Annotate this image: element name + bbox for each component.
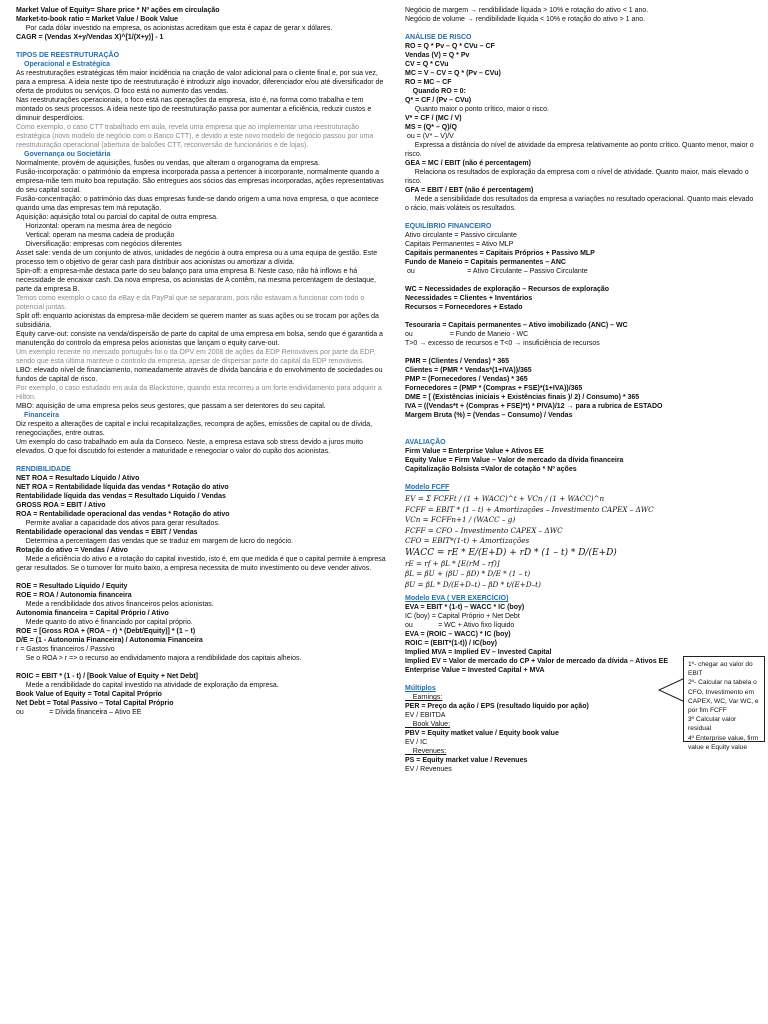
text-line: T>0 → excesso de recursos e T<0 → insuficiência de recursos	[405, 340, 600, 347]
text-line: Negócio de margem → rendibilidade líquida > 10% e rotação do ativo < 1 ano.	[405, 7, 649, 14]
section-heading: Múltiplos	[405, 685, 436, 692]
text-line: NET ROA = Resultado Líquido / Ativo	[16, 475, 140, 482]
spacer	[405, 429, 757, 438]
text-line: MS = (Q* – Q)/Q	[405, 124, 457, 131]
text-line: D/E = (1 - Autonomia Financeira) / Autonomia Financeira	[16, 637, 203, 644]
text-line: Firm Value = Enterprise Value + Ativos EE	[405, 448, 544, 455]
spacer	[405, 312, 757, 321]
section-heading: Modelo EVA ( VER EXERCÍCIO)	[405, 595, 509, 602]
text-line: Equity carve-out: consiste na venda/dispersão de parte do capital de uma empresa em bolsa, sendo que é garantida a manutenção do controlo da empresa pelos acionistas que lançam o equity carve-out.	[16, 331, 385, 347]
section-heading: EQUILÍBRIO FINANCEIRO	[405, 223, 492, 230]
text-line: ou = WC + Ativo fixo líquido	[405, 622, 515, 629]
text-line: MBO: aquisição de uma empresa pelos seus gestores, que passam a ser detentores do seu capital.	[16, 403, 326, 410]
subsection-heading: Financeira	[24, 412, 60, 419]
text-line: Por cada dólar investido na empresa, os acionistas acreditam que esta é capaz de gerar x dólares.	[16, 25, 333, 32]
text-line: ROIC = (EBIT*(1-t)) / IC(boy)	[405, 640, 497, 647]
callout-step: 1º- chegar ao valor do EBIT	[688, 661, 753, 678]
text-line: ou = (V* – V)/V	[405, 133, 454, 140]
section-heading: AVALIAÇÃO	[405, 439, 446, 446]
text-line: NET ROA = Rentabilidade líquida das vendas * Rotação do ativo	[16, 484, 229, 491]
text-line: Mede a eficiência do ativo e a rotação do capital investido, isto é, em que medida é que o capital permite à empresa gerar resultados. Se o turnover for muito baixo, a empresa necessita de muito investimento ou deve vender ativos.	[16, 556, 388, 572]
formula-line: VCn = FCFFn+1 / (WACC – g)	[405, 515, 516, 524]
callout-step: 3º Calcular valor residual	[688, 716, 737, 733]
spacer	[405, 420, 757, 429]
text-line: EV / IC	[405, 739, 428, 746]
text-line: Market-to-book ratio = Market Value / Book Value	[16, 16, 179, 23]
text-line: Net Debt = Total Passivo – Total Capital Próprio	[16, 700, 174, 707]
text-line: Earnings:	[405, 694, 443, 701]
text-line: Capitalização Bolsista =Valor de cotação * Nº ações	[405, 466, 577, 473]
text-line: Tesouraria = Capitais permanentes – Ativo imobilizado (ANC) – WC	[405, 322, 628, 329]
spacer	[16, 663, 388, 672]
text-line: Nas reestruturações operacionais, o foco está nas operações da empresa, isto é, na forma como trabalha e tem montado os seus processos. A ideia neste tipo de reestruturação passa por aumentar a eficiência, reduzir custos e diminuir desperdícios.	[16, 97, 374, 122]
text-line: Diz respeito a alterações de capital e inclui recapitalizações, recompra de ações, emissões de capital ou de dívida, renegociações, entre outras.	[16, 421, 374, 437]
spacer	[16, 456, 388, 465]
text-line: Clientes = (PMR * Vendas*(1+IVA))/365	[405, 367, 532, 374]
formula-line: CFO = EBIT*(1-t) + Amortizações	[405, 536, 530, 545]
section-heading: RENDIBILIDADE	[16, 466, 71, 473]
fcff-formulas	[405, 494, 757, 590]
text-line: Determina a percentagem das vendas que se traduz em margem de lucro do negócio.	[16, 538, 294, 545]
text-line: Negócio de volume → rendibilidade líquida < 10% e rotação do ativo > 1 ano.	[405, 16, 646, 23]
callout-step: 4º Enterprise value, firm value e Equity value	[688, 734, 759, 751]
text-line: Mede a rendibilidade do capital investido na atividade de exploração da empresa.	[16, 682, 279, 689]
text-line: RO = MC – CF	[405, 79, 452, 86]
text-line: PMR = (Clientes / Vendas) * 365	[405, 358, 510, 365]
formula-line: rE = rf + βL * [E(rM – rf)]	[405, 558, 500, 568]
text-line: Fornecedores = (PMP * (Compras + FSE)*(1+IVA))/365	[405, 385, 583, 392]
text-line: Quanto maior o ponto crítico, maior o risco.	[405, 106, 549, 113]
text-line: PER = Preço da ação / EPS (resultado líquido por ação)	[405, 703, 589, 710]
text-line: ROE = Resultado Líquido / Equity	[16, 583, 128, 590]
text-line: EVA = (ROIC – WACC) * IC (boy)	[405, 631, 511, 638]
text-line: Implied MVA = Implied EV – Invested Capital	[405, 649, 552, 656]
text-line: Implied EV = Valor de mercado do CP + Valor de mercado da dívida – Ativos EE	[405, 658, 668, 665]
text-line: Como exemplo, o caso CTT trabalhado em aula, revela uma empresa que ao implementar uma reestruturação estratégica (novo modelo de negócio com o Banco CTT), e devido a este novo modelo de negócio passou por uma reestruturação operacional (abertura de balcões CTT, reconversão de funcionários e de lojas).	[16, 124, 376, 149]
formula-line: βL = βU + (βU – βD) * D/E * (1 – t)	[405, 569, 531, 578]
text-line: Normalmente, provém de aquisições, fusões ou vendas, que alteram o organograma da empresa.	[16, 160, 320, 167]
right-top-sections	[405, 6, 757, 492]
text-line: Por exemplo, o caso estudado em aula da Blackstone, quando esta recorreu a um forte endividamento para adquirir a Hilton.	[16, 385, 384, 401]
text-line: EVA = EBIT * (1-t) – WACC * IC (boy)	[405, 604, 525, 611]
text-line: IVA = ((Vendas*t + (Compras + FSE)*t) * PIVA)/12 → para a rubrica de ESTADO	[405, 403, 663, 410]
text-line: MC = V – CV = Q * (Pv – CVu)	[405, 70, 501, 77]
text-line: Permite avaliar a capacidade dos ativos para gerar resultados.	[16, 520, 220, 527]
formula-line: FCFF = CFO – Investimento CAPEX – ΔWC	[405, 525, 563, 535]
text-line: Recursos = Fornecedores + Estado	[405, 304, 523, 311]
text-line: GROSS ROA = EBIT / Ativo	[16, 502, 106, 509]
spacer	[405, 213, 757, 222]
callout-step: 2º- Calcular na tabela o CFO, Investimento em CAPEX, WC, Var WC, e por fim FCFF	[688, 679, 759, 715]
text-line: Ativo circulante = Passivo circulante	[405, 232, 517, 239]
text-line: Mede a rendibilidade dos ativos financeiros pelos acionistas.	[16, 601, 214, 608]
text-line: r = Gastos financeiros / Passivo	[16, 646, 115, 653]
text-line: Fusão-concentração: o património das duas empresas funde-se dando origem a uma nova empresa, o que acontece quando uma das empresas tem má reputação.	[16, 196, 381, 212]
text-line: ou = Fundo de Maneio - WC	[405, 331, 529, 338]
text-line: LBO: elevado nível de financiamento, nomeadamente através de dívida bancária e do envolvimento de sociedades ou fundos de capital de risco.	[16, 367, 385, 383]
text-line: PS = Equity market value / Revenues	[405, 757, 528, 764]
text-line: Vertical: operam na mesma cadeia de produção	[16, 232, 175, 239]
text-line: Fusão-incorporação: o património da empresa incorporada passa a pertencer à incorporante, normalmente quando a empresa-mãe tem muito boa reputação. São entregues aos sócios das empresas incorporadas, ações representativas do seu capital social.	[16, 169, 386, 194]
text-line: Rotação do ativo = Vendas / Ativo	[16, 547, 128, 554]
section-heading: Modelo FCFF	[405, 484, 450, 491]
text-line: IC (boy) = Capital Próprio + Net Debt	[405, 613, 520, 620]
text-line: ou = Dívida financeira – Ativo EE	[16, 709, 142, 716]
text-line: Temos como exemplo o caso da eBay e da PayPal que se separaram, pois não estavam a funcionar com todo o potencial juntas.	[16, 295, 367, 311]
formula-line: EV = Σ FCFFt / (1 + WACC)^t + VCn / (1 + WACC)^n	[405, 494, 605, 503]
text-line: Capitais Permanentes = Ativo MLP	[405, 241, 514, 248]
text-line: Enterprise Value = Invested Capital + MVA	[405, 667, 545, 674]
text-line: Market Value of Equity= Share price * Nº ações em circulação	[16, 7, 220, 14]
text-line: Vendas (V) = Q * Pv	[405, 52, 470, 59]
spacer	[405, 474, 757, 483]
text-line: CAGR = (Vendas X+y/Vendas X)^[1/(X+y)] - 1	[16, 34, 164, 41]
text-line: ROE = ROA / Autonomia financeira	[16, 592, 132, 599]
spacer	[405, 276, 757, 285]
left-column	[16, 6, 388, 717]
text-line: Book Value of Equity = Total Capital Próprio	[16, 691, 162, 698]
formula-line: WACC = rE * E/(E+D) + rD * (1 – t) * D/(E+D)	[405, 547, 617, 558]
text-line: Mede quanto do ativo é financiado por capital próprio.	[16, 619, 193, 626]
text-line: WC = Necessidades de exploração – Recursos de exploração	[405, 286, 610, 293]
spacer	[405, 24, 757, 33]
text-line: Revenues:	[405, 748, 447, 755]
text-line: Q* = CF / (Pv – CVu)	[405, 97, 472, 104]
text-line: ou = Ativo Circulante – Passivo Circulante	[405, 268, 588, 275]
text-line: Diversificação: empresas com negócios diferentes	[16, 241, 182, 248]
text-line: Fundo de Maneio = Capitais permanentes – ANC	[405, 259, 566, 266]
text-line: Margem Bruta (%) = (Vendas – Consumo) / Vendas	[405, 412, 573, 419]
text-line: Quando RO = 0:	[405, 88, 466, 95]
subsection-heading: Operacional e Estratégica	[24, 61, 110, 68]
formula-line: FCFF = EBIT * (1 – t) + Amortizações – Investimento CAPEX – ΔWC	[405, 504, 654, 514]
spacer	[405, 348, 757, 357]
text-line: Capitais permanentes = Capitais Próprios + Passivo MLP	[405, 250, 595, 257]
text-line: CV = Q * CVu	[405, 61, 449, 68]
text-line: PBV = Equity matket value / Equity book value	[405, 730, 559, 737]
text-line: PMP = (Fornecedores / Vendas) * 365	[405, 376, 528, 383]
section-heading: TIPOS DE REESTRUTURAÇÃO	[16, 52, 120, 59]
text-line: Equity Value = Firm Value – Valor de mercado da dívida financeira	[405, 457, 624, 464]
text-line: ROIC = EBIT * (1 - t) / [Book Value of Equity + Net Debt]	[16, 673, 199, 680]
text-line: Asset sale: venda de um conjunto de ativos, unidades de negócio à outra empresa ou a uma equipa de gestão. Este processo tem o objetivo de gerar cash para distribuir aos acionistas ou amortizar a dívida.	[16, 250, 380, 266]
section-heading: ANÁLISE DE RISCO	[405, 34, 472, 41]
text-line: Mede a sensibilidade dos resultados da empresa a variações no resultado operacional. Quanto mais elevado o rácio, mais voláteis os resultados.	[405, 196, 756, 212]
text-line: Um exemplo recente no mercado português foi o da OPV em 2008 de ações da EDP Renováveis por parte da EDP, sendo que esta última manteve o controlo da empresa, apesar de dispersar parte do capital da EDP renováveis.	[16, 349, 378, 365]
text-line: RO = Q * Pv – Q * CVu – CF	[405, 43, 495, 50]
text-line: Rentabilidade líquida das vendas = Resultado Líquido / Vendas	[16, 493, 226, 500]
text-line: Expressa a distância do nível de atividade da empresa relativamente ao ponto crítico. Quanto menor, maior o risco.	[405, 142, 756, 158]
spacer	[16, 573, 388, 582]
text-line: Book Value:	[405, 721, 451, 728]
text-line: Rentabilidade operacional das vendas = EBIT / Vendas	[16, 529, 198, 536]
text-line: ROA = Rentabilidade operacional das vendas * Rotação do ativo	[16, 511, 230, 518]
text-line: Spin-off: a empresa-mãe destaca parte do seu balanço para uma empresa B. Neste caso, não há inflows e há necessidade de encaixar cash. Da nova empresa, os acionistas de A contêm, na mesma percentagem de destaque, parte da empresa B.	[16, 268, 378, 293]
text-line: Aquisição: aquisição total ou parcial do capital de outra empresa.	[16, 214, 218, 221]
text-line: Necessidades = Clientes + Inventários	[405, 295, 533, 302]
text-line: ROE = [Gross ROA + (ROA – r) * (Debt/Equity)] * (1 – t)	[16, 628, 196, 635]
text-line: V* = CF / (MC / V)	[405, 115, 462, 122]
text-line: DME = [ (Existências iniciais + Existências finais )/ 2) / Consumo) * 365	[405, 394, 640, 401]
text-line: Split off: enquanto acionistas da empresa-mãe decidem se querem manter as suas ações ou se trocam por ações da subsidiária.	[16, 313, 381, 329]
text-line: As reestruturações estratégicas têm maior incidência na criação de valor adicional para o cliente final e, por sua vez, para a empresa. A ideia neste tipo de reestruturação é introduzir algo inovador, diferenciador e/ou até diversificador de oferta de produtos ou serviços. O foco está no aumento das vendas.	[16, 70, 386, 95]
fcff-steps-callout	[683, 656, 765, 751]
text-line: Um exemplo do caso trabalhado em aula da Conseco. Neste, a empresa estava sob stress devido a juros muito elevados. O que foi discutido foi estender a maturidade e renegociar o valor do cupão dos acionistas.	[16, 439, 366, 455]
spacer	[16, 42, 388, 51]
text-line: EV / EBITDA	[405, 712, 446, 719]
formula-line: βU = βL * D/(E+D–t) – βD * t/(E+D–t)	[405, 579, 541, 589]
text-line: GEA = MC / EBIT (não é percentagem)	[405, 160, 531, 167]
text-line: Relaciona os resultados de exploração da empresa com o nível de atividade. Quanto maior, mais elevado o risco.	[405, 169, 751, 185]
text-line: Autonomia financeira = Capital Próprio / Ativo	[16, 610, 169, 617]
text-line: Se o ROA > r => o recurso ao endividamento majora a rendibilidade dos capitais alheios.	[16, 655, 302, 662]
text-line: EV / Revenues	[405, 766, 452, 773]
text-line: GFA = EBIT / EBT (não é percentagem)	[405, 187, 534, 194]
text-line: Horizontal: operam na mesma área de negócio	[16, 223, 172, 230]
subsection-heading: Governança ou Societária	[24, 151, 111, 158]
